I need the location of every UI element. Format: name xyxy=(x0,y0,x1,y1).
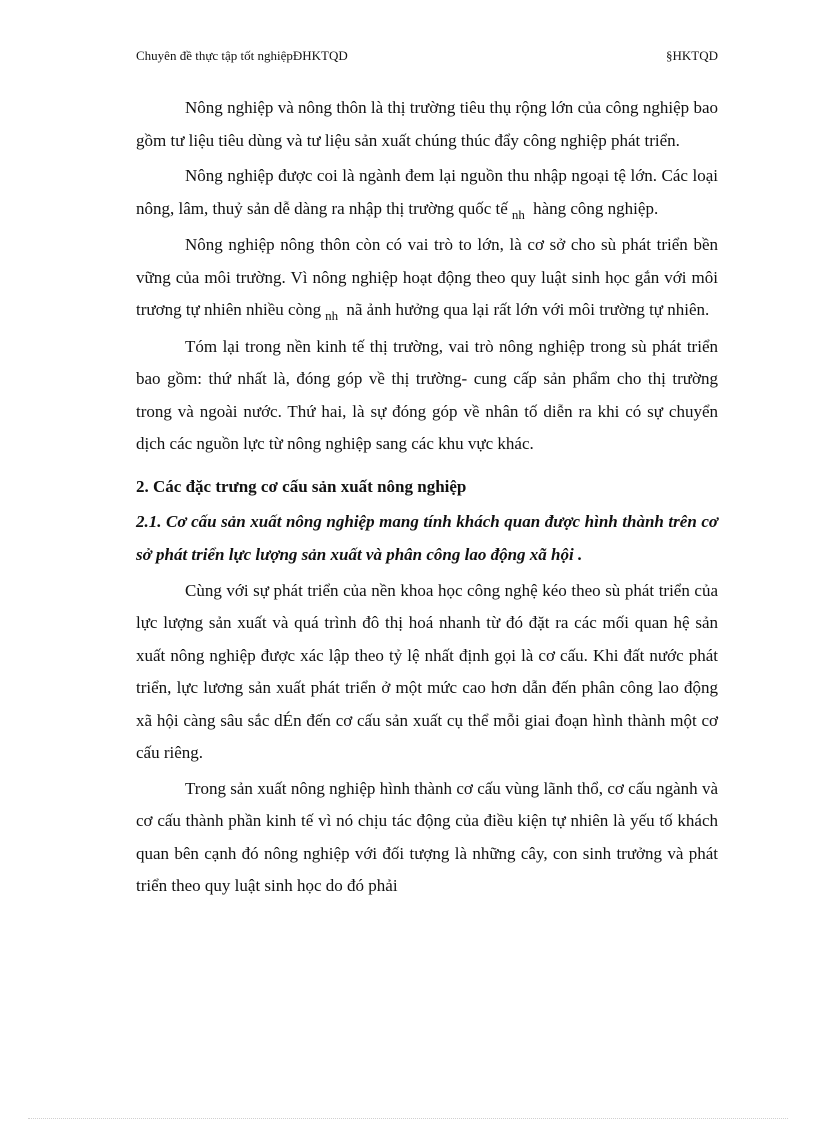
document-body xyxy=(136,92,718,906)
paragraph-3-text-b: nã ảnh hưởng qua lại rất lớn với môi trường tự nhiên. xyxy=(346,300,710,319)
section-title: 2. Các đặc trưng cơ cấu sản xuất nông nghiệp xyxy=(136,476,467,496)
page-bottom-divider xyxy=(28,1118,788,1119)
paragraph-6: Trong sản xuất nông nghiệp hình thành cơ cấu vùng lãnh thổ, cơ cấu ngành và cơ cấu thành phần kinh tế vì nó chịu tác động của điều kiện tự nhiên là yếu tố khách quan bên cạnh đó nông nghiệp với đối tượng là những cây, con sinh trưởng và phát triển theo quy luật sinh học do đó phải xyxy=(136,778,718,895)
subsection-title: 2.1. Cơ cấu sản xuất nông nghiệp mang tính khách quan được hình thành trên cơ sở phát triển lực lượng sản xuất và phân công lao động xã hội . xyxy=(136,511,718,564)
paragraph-2-text-b: hàng công nghiệp. xyxy=(533,198,659,218)
paragraph-1: Nông nghiệp và nông thôn là thị trường tiêu thụ rộng lớn của công nghiệp bao gồm tư liệu tiêu dùng và tư liệu sản xuất chúng thúc đẩy công nghiệp phát triển. xyxy=(136,98,718,150)
page-header xyxy=(136,48,718,68)
paragraph-2 xyxy=(136,160,718,226)
paragraph-2-text-a: Nông nghiệp được coi là ngành đem lại nguồn thu nhập ngoại tệ lớn. Các loại nông, lâm, thuỷ sản dễ dàng ra nhập thị trường quốc tế xyxy=(136,166,718,218)
paragraph-5: Cùng với sự phát triển của nền khoa học công nghệ kéo theo sù phát triển của lực lượng sản xuất và quá trình đô thị hoá nhanh từ đó đặt ra các mối quan hệ sản xuất nông nghiệp được xác lập theo tỷ lệ nhất định gọi là cơ cấu. Khi đất nước phát triển, lực lương sản xuất phát triển ở một mức cao hơn dẫn đến phân công lao động xã hội càng sâu sắc dÉn đến cơ cấu sản xuất cụ thể mỗi giai đoạn hình thành một cơ cấu riêng. xyxy=(136,580,718,762)
paragraph-4: Tóm lại trong nền kinh tế thị trường, vai trò nông nghiệp trong sù phát triển bao gồm: thứ nhất là, đóng góp về thị trường- cung cấp sản phẩm cho thị trường trong và ngoài nước. Thứ hai, là sự đóng góp về nhân tố diễn ra khi có sự chuyển dịch các nguồn lực từ nông nghiệp sang các khu vực khác. xyxy=(136,336,718,453)
paragraph-3-text-a: Nông nghiệp nông thôn còn có vai trò to lớn, là cơ sở cho sù phát triển bền vững của môi trường. Vì nông nghiệp hoạt động theo quy luật sinh học gắn với môi trương tự nhiên nhiều còng xyxy=(136,235,718,319)
paragraph-3 xyxy=(136,229,718,328)
header-left-text: Chuyên đề thực tập tốt nghiệpĐHKTQD xyxy=(136,48,348,63)
header-right-text: §HKTQD xyxy=(666,48,718,63)
paragraph-2-stray-sub: nh xyxy=(511,206,525,222)
paragraph-3-stray-sub: nh xyxy=(325,308,339,323)
